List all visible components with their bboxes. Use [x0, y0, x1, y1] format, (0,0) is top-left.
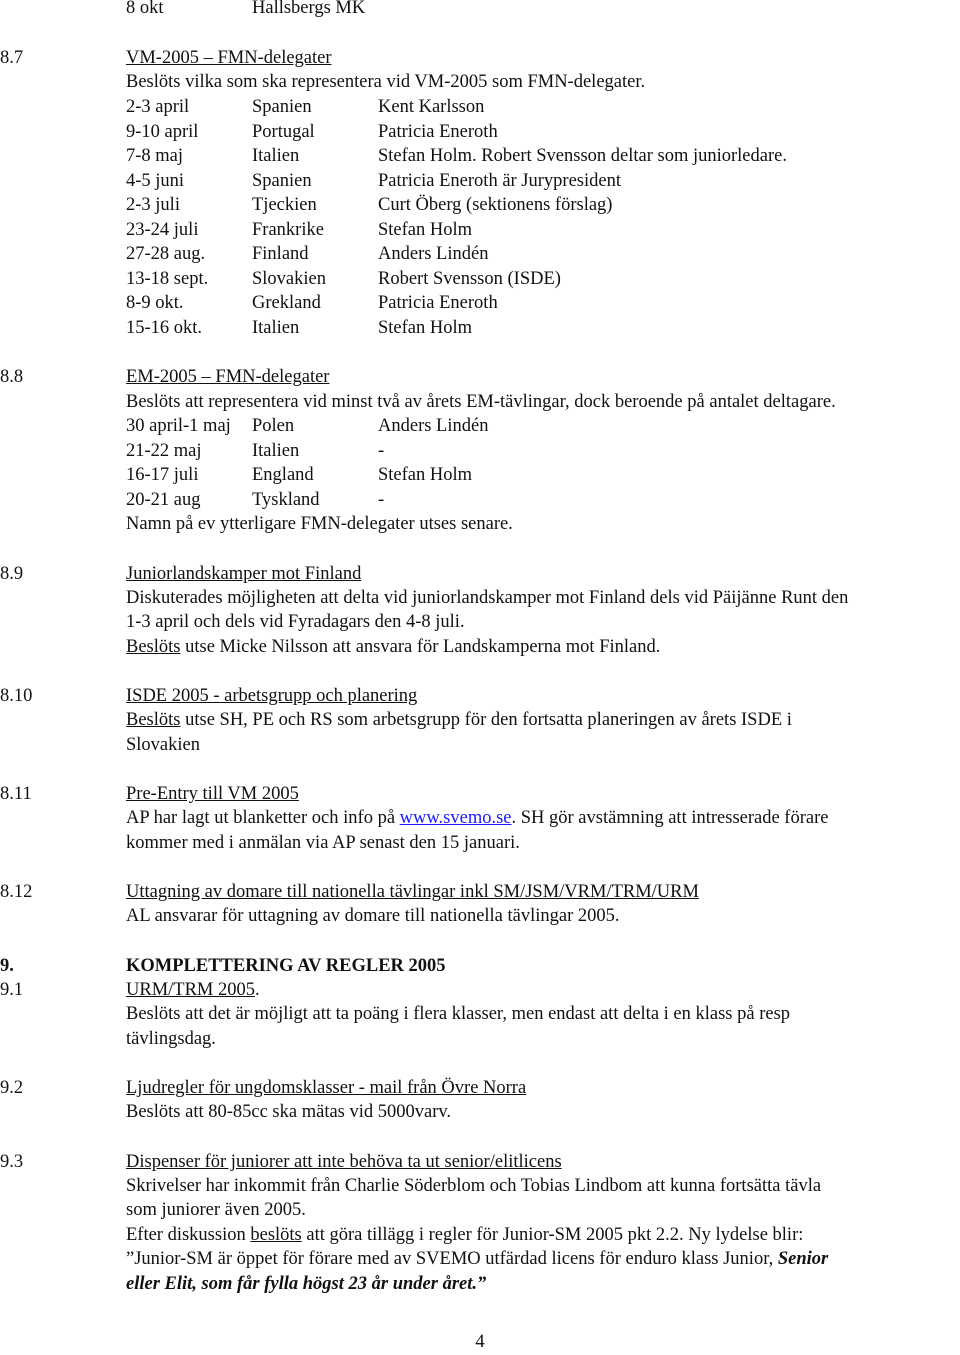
date-cell: 8-9 okt.	[126, 293, 184, 313]
delegate-cell: Stefan Holm	[378, 219, 473, 240]
date-cell: 30 april-1 maj	[126, 416, 231, 436]
emphasis-text: eller Elit, som får fylla högst 23 år under året.”	[126, 1274, 487, 1294]
delegate-cell: -	[378, 440, 385, 461]
country-cell: Italien	[252, 317, 300, 338]
paragraph-text: Skrivelser har inkommit från Charlie Söderblom och Tobias Lindbom att kunna fortsätta tävla	[126, 1176, 822, 1196]
emphasis-text: Senior	[777, 1249, 829, 1269]
section-number: 8.10	[0, 686, 33, 706]
paragraph-text: 1-3 april och dels vid Fyradagars den 4-8 juli.	[126, 612, 465, 632]
date-cell: 20-21 aug	[126, 489, 201, 510]
date-cell: 27-28 aug.	[126, 244, 206, 264]
paragraph-text: Beslöts att representera vid minst två av årets EM-tävlingar, dock beroende på antalet deltagare.	[126, 392, 836, 412]
country-cell: England	[252, 465, 314, 485]
country-cell: Italien	[252, 440, 300, 461]
country-cell: Spanien	[252, 170, 312, 191]
delegate-cell: Kent Karlsson	[378, 97, 485, 117]
svemo-link[interactable]: www.svemo.se	[399, 808, 512, 828]
date-cell: 7-8 maj	[126, 146, 184, 166]
country-cell: Tjeckien	[252, 195, 317, 215]
paragraph-text: att göra tillägg i regler för Junior-SM 2005 pkt 2.2. Ny lydelse blir:	[301, 1225, 804, 1245]
date-cell: 9-10 april	[126, 121, 199, 142]
delegate-cell: Patricia Eneroth är Jurypresident	[378, 170, 621, 191]
section-title: KOMPLETTERING AV REGLER 2005	[126, 956, 446, 976]
section-number: 9.1	[0, 980, 24, 1000]
paragraph-text: AL ansvarar för uttagning av domare till nationella tävlingar 2005.	[126, 906, 620, 926]
country-cell: Grekland	[252, 293, 321, 313]
section-number: 8.9	[0, 564, 24, 584]
section-title: ISDE 2005 - arbetsgrupp och planering	[126, 686, 418, 706]
section-number: 8.7	[0, 48, 24, 68]
delegate-cell: Curt Öberg (sektionens förslag)	[378, 195, 613, 215]
section-number: 9.3	[0, 1152, 24, 1172]
country-cell: Slovakien	[252, 268, 326, 289]
country-cell: Frankrike	[252, 219, 324, 240]
section-number: 9.	[0, 956, 14, 976]
delegate-cell: Stefan Holm	[378, 465, 473, 485]
country-cell: Finland	[252, 244, 309, 264]
delegate-cell: Patricia Eneroth	[378, 121, 498, 142]
paragraph-text: Slovakien	[126, 735, 200, 755]
delegate-cell: Anders Lindén	[378, 416, 489, 436]
delegate-cell: Stefan Holm. Robert Svensson deltar som juniorledare.	[378, 146, 787, 166]
delegate-cell: Stefan Holm	[378, 317, 473, 338]
country-cell: Spanien	[252, 97, 312, 117]
section-number: 8.12	[0, 882, 33, 902]
date-cell: 16-17 juli	[126, 465, 199, 485]
date-cell: 21-22 maj	[126, 440, 202, 461]
date-cell: 2-3 juli	[126, 195, 180, 215]
delegate-cell: Patricia Eneroth	[378, 293, 498, 313]
country-cell: Portugal	[252, 121, 315, 142]
title-period: .	[255, 980, 260, 1000]
paragraph-text: Namn på ev ytterligare FMN-delegater utses senare.	[126, 514, 513, 534]
paragraph-text: som juniorer även 2005.	[126, 1200, 306, 1220]
section-title: Pre-Entry till VM 2005	[126, 784, 299, 804]
section-title: Dispenser för juniorer att inte behöva ta ut senior/elitlicens	[126, 1152, 562, 1172]
paragraph-text: utse Micke Nilsson att ansvara för Landskamperna mot Finland.	[180, 637, 661, 657]
paragraph-text: tävlingsdag.	[126, 1029, 216, 1049]
date-cell: 23-24 juli	[126, 219, 199, 240]
decision-keyword: Beslöts	[126, 710, 181, 730]
top-date: 8 okt	[126, 0, 164, 18]
page-number: 4	[475, 1332, 485, 1352]
paragraph-text: Diskuterades möjligheten att delta vid juniorlandskamper mot Finland dels vid Päijänne Runt den	[126, 588, 849, 608]
section-title: Uttagning av domare till nationella tävlingar inkl SM/JSM/VRM/TRM/URM	[126, 882, 699, 902]
section-title: Ljudregler för ungdomsklasser - mail från Övre Norra	[126, 1078, 527, 1098]
paragraph-text: Beslöts att 80-85cc ska mätas vid 5000varv.	[126, 1102, 452, 1122]
delegate-cell: Robert Svensson (ISDE)	[378, 268, 561, 289]
paragraph-text: . SH gör avstämning att intresserade förare	[511, 808, 829, 828]
paragraph-text: ”Junior-SM är öppet för förare med av SVEMO utfärdad licens för enduro klass Junior,	[126, 1249, 778, 1269]
paragraph-text: Beslöts vilka som ska representera vid VM-2005 som FMN-delegater.	[126, 72, 646, 92]
date-cell: 15-16 okt.	[126, 317, 203, 338]
section-number: 8.11	[0, 784, 32, 804]
decision-keyword: beslöts	[250, 1225, 302, 1245]
paragraph-text: Beslöts att det är möjligt att ta poäng i flera klasser, men endast att delta i en klass på resp	[126, 1004, 791, 1024]
section-title: VM-2005 – FMN-delegater	[126, 48, 332, 68]
paragraph-text: kommer med i anmälan via AP senast den 15 januari.	[126, 833, 520, 853]
section-title: URM/TRM 2005	[126, 980, 256, 1000]
section-number: 9.2	[0, 1078, 24, 1098]
date-cell: 13-18 sept.	[126, 268, 209, 289]
delegate-cell: Anders Lindén	[378, 244, 489, 264]
section-title: EM-2005 – FMN-delegater	[126, 367, 330, 387]
delegate-cell: -	[378, 489, 385, 510]
section-title: Juniorlandskamper mot Finland	[126, 564, 362, 584]
country-cell: Italien	[252, 146, 300, 166]
date-cell: 4-5 juni	[126, 170, 185, 191]
section-number: 8.8	[0, 367, 24, 387]
paragraph-text: utse SH, PE och RS som arbetsgrupp för den fortsatta planeringen av årets ISDE i	[180, 710, 792, 730]
country-cell: Tyskland	[252, 489, 320, 510]
paragraph-text: Efter diskussion	[126, 1225, 251, 1245]
date-cell: 2-3 april	[126, 97, 190, 117]
decision-keyword: Beslöts	[126, 637, 181, 657]
paragraph-text: AP har lagt ut blanketter och info på	[126, 808, 400, 828]
country-cell: Polen	[252, 416, 295, 436]
top-place: Hallsbergs MK	[252, 0, 366, 18]
